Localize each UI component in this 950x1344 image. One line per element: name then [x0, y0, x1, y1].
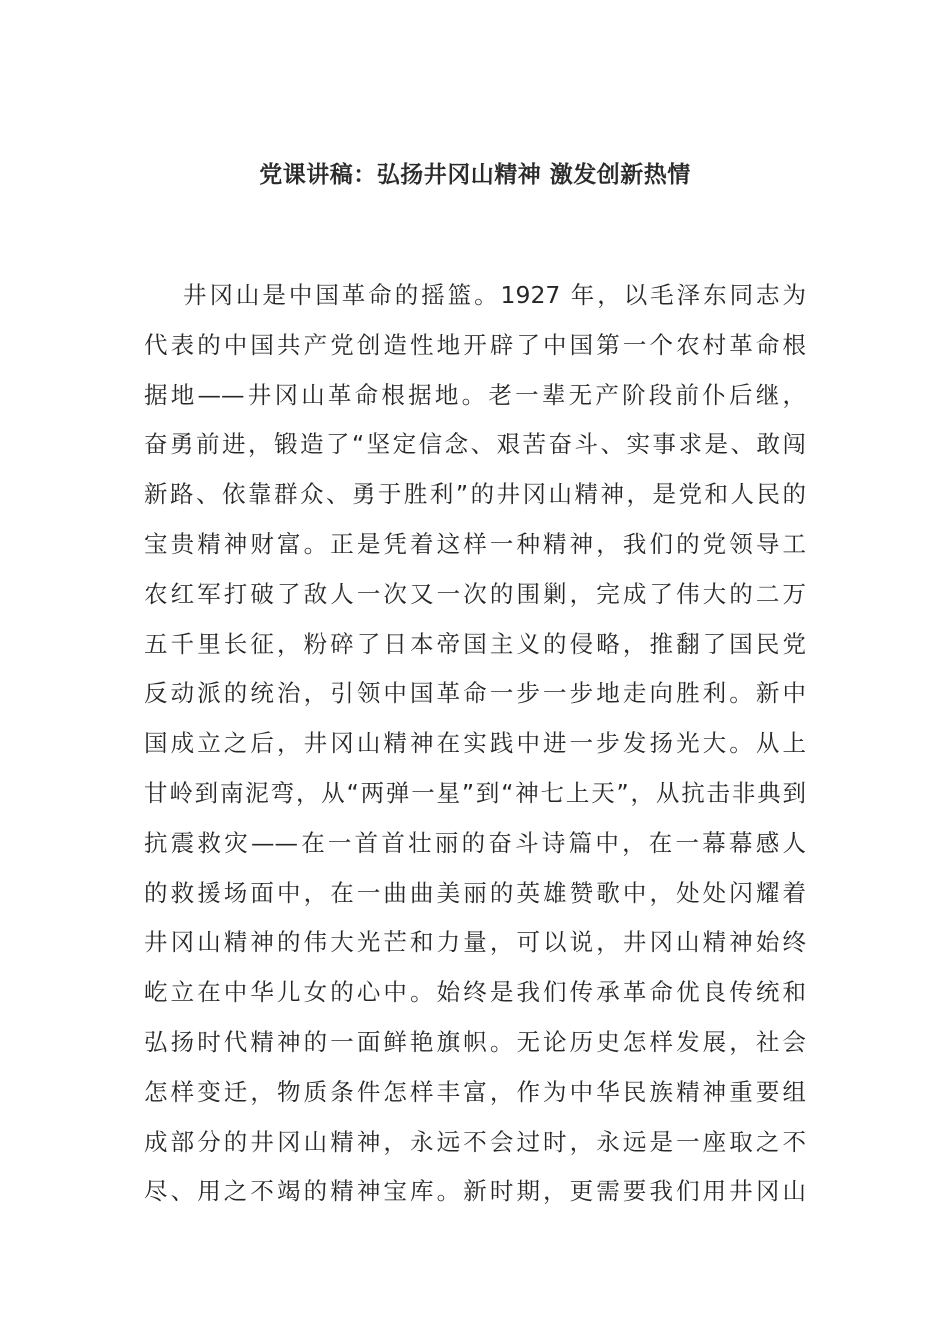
body-line: 怎样变迁，物质条件怎样丰富，作为中华民族精神重要组: [144, 1077, 806, 1106]
document-body: [144, 275, 806, 1221]
body-line: 代表的中国共产党创造性地开辟了中国第一个农村革命根: [144, 330, 806, 359]
body-line: 宝贵精神财富。正是凭着这样一种精神，我们的党领导工: [144, 529, 806, 558]
body-line: 农红军打破了敌人一次又一次的围剿，完成了伟大的二万: [144, 579, 806, 608]
body-line: 井冈山是中国革命的摇篮。1927 年，以毛泽东同志为: [183, 281, 806, 309]
body-line: 的救援场面中，在一曲曲美丽的英雄赞歌中，处处闪耀着: [144, 878, 806, 907]
body-line: 屹立在中华儿女的心中。始终是我们传承革命优良传统和: [144, 978, 806, 1007]
body-line: 奋勇前进，锻造了“坚定信念、艰苦奋斗、实事求是、敢闯: [144, 430, 806, 459]
body-line: 抗震救灾——在一首首壮丽的奋斗诗篇中，在一幕幕感人: [144, 828, 806, 857]
body-line: 成部分的井冈山精神，永远不会过时，永远是一座取之不: [144, 1127, 806, 1156]
body-line: 尽、用之不竭的精神宝库。新时期，更需要我们用井冈山: [144, 1177, 806, 1206]
body-line: 国成立之后，井冈山精神在实践中进一步发扬光大。从上: [144, 729, 806, 758]
body-line: 新路、依靠群众、勇于胜利”的井冈山精神，是党和人民的: [144, 480, 806, 509]
body-line: 井冈山精神的伟大光芒和力量，可以说，井冈山精神始终: [144, 928, 806, 957]
body-line: 弘扬时代精神的一面鲜艳旗帜。无论历史怎样发展，社会: [144, 1027, 806, 1056]
body-line: 甘岭到南泥弯，从“两弹一星”到“神七上天”，从抗击非典到: [144, 778, 806, 807]
body-line: 据地——井冈山革命根据地。老一辈无产阶段前仆后继，: [144, 380, 806, 409]
document-title: 党课讲稿：弘扬井冈山精神 激发创新热情: [259, 162, 691, 188]
body-line: 反动派的统治，引领中国革命一步一步地走向胜利。新中: [144, 679, 806, 708]
body-line: 五千里长征，粉碎了日本帝国主义的侵略，推翻了国民党: [144, 629, 806, 658]
